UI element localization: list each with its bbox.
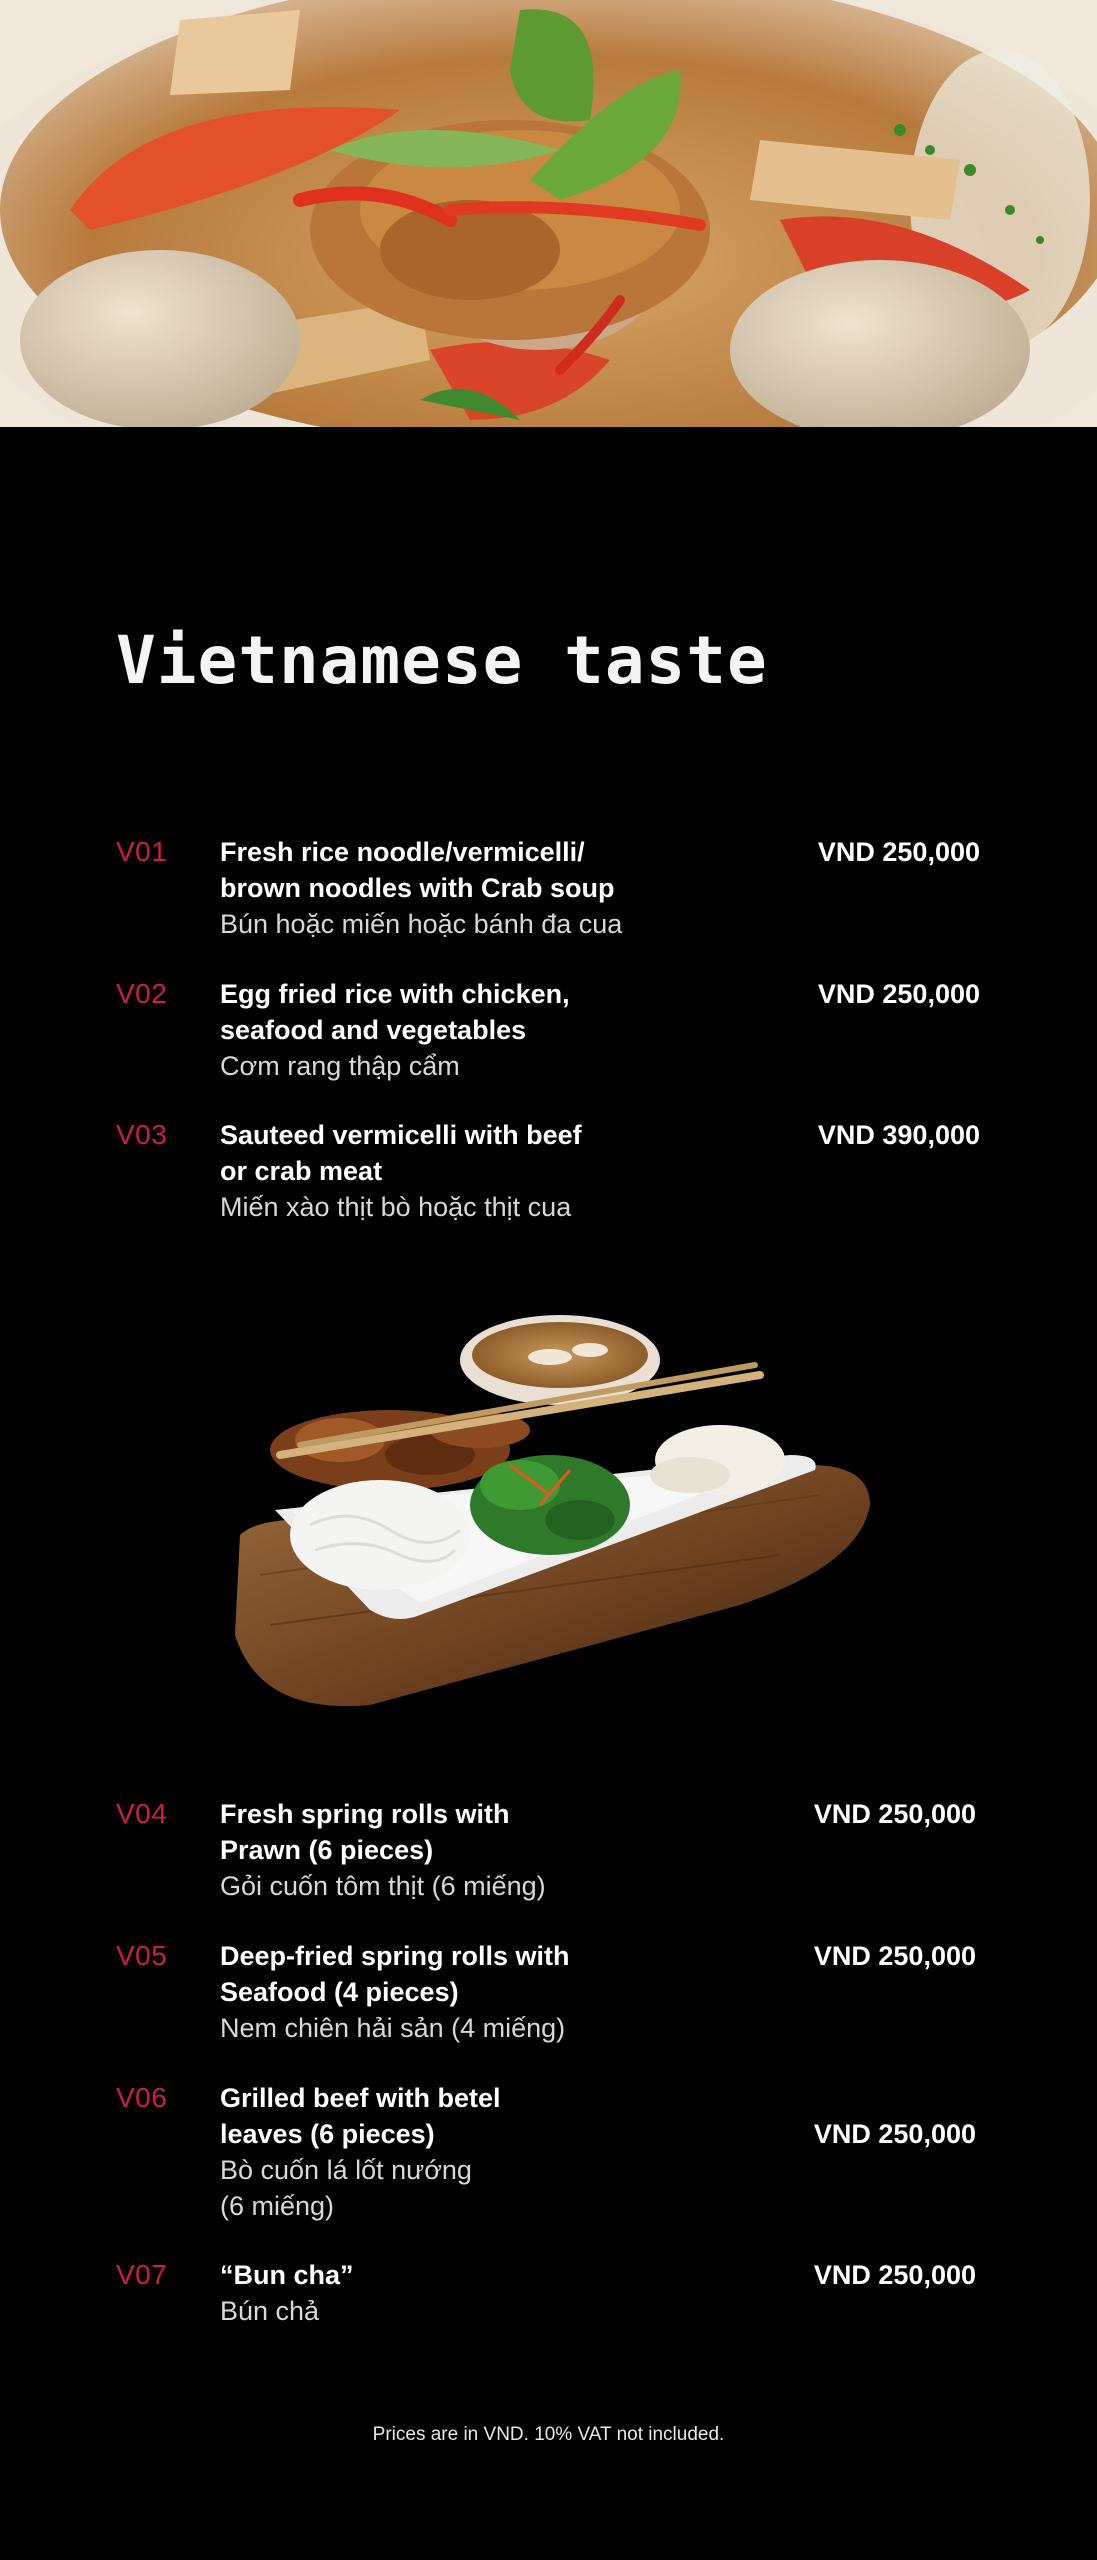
item-name-line: Fresh spring rolls with	[220, 1799, 510, 1829]
item-name	[220, 976, 700, 1048]
item-name-line: brown noodles with Crab soup	[220, 873, 615, 903]
item-price: VND 390,000	[817, 1120, 980, 1150]
item-vietnamese-name	[220, 2010, 700, 2046]
item-code: V06	[116, 2082, 168, 2113]
item-viet-line: Cơm rang thập cẩm	[220, 1051, 460, 1081]
price-footnote: Prices are in VND. 10% VAT not included.	[372, 2424, 725, 2445]
hero-soup-photo	[0, 0, 1097, 427]
item-name	[220, 1796, 700, 1868]
item-price: VND 250,000	[817, 979, 980, 1009]
item-viet-line: Bún chả	[220, 2296, 320, 2326]
bun-cha-dish-photo	[220, 1305, 880, 1715]
item-name-line: seafood and vegetables	[220, 1015, 527, 1045]
item-vietnamese-name	[220, 2293, 700, 2329]
item-price: VND 250,000	[813, 2260, 976, 2290]
item-name-line: Prawn (6 pieces)	[220, 1835, 434, 1865]
item-code: V02	[116, 978, 168, 1009]
item-viet-line: Gỏi cuốn tôm thịt (6 miếng)	[220, 1871, 546, 1901]
item-viet-line: (6 miếng)	[220, 2191, 335, 2221]
item-code: V03	[116, 1119, 168, 1150]
item-name-line: leaves (6 pieces)	[220, 2119, 435, 2149]
item-name-line: “Bun cha”	[220, 2260, 354, 2290]
item-name	[220, 2257, 700, 2293]
item-viet-line: Bò cuốn lá lốt nướng	[220, 2155, 472, 2185]
item-name-line: or crab meat	[220, 1156, 383, 1186]
item-code: V04	[116, 1798, 168, 1829]
item-vietnamese-name	[220, 906, 700, 942]
item-code: V01	[116, 836, 168, 867]
item-code: V05	[116, 1940, 168, 1971]
item-viet-line: Miến xào thịt bò hoặc thịt cua	[220, 1192, 572, 1222]
item-price: VND 250,000	[813, 1941, 976, 1971]
item-price: VND 250,000	[813, 1799, 976, 1829]
item-vietnamese-name	[220, 1048, 700, 1084]
item-vietnamese-name	[220, 1868, 700, 1904]
item-name	[220, 2080, 700, 2152]
item-name-line: Sauteed vermicelli with beef	[220, 1120, 582, 1150]
item-name	[220, 834, 700, 906]
item-name	[220, 1938, 700, 2010]
item-code: V07	[116, 2259, 168, 2290]
item-name-line: Seafood (4 pieces)	[220, 1977, 459, 2007]
item-name	[220, 1117, 700, 1189]
item-vietnamese-name	[220, 2152, 700, 2224]
item-price: VND 250,000	[817, 837, 980, 867]
menu-title: Vietnamese taste	[116, 622, 768, 699]
item-name-line: Deep-fried spring rolls with	[220, 1941, 570, 1971]
item-viet-line: Bún hoặc miến hoặc bánh đa cua	[220, 909, 623, 939]
item-name-line: Fresh rice noodle/vermicelli/	[220, 837, 585, 867]
item-vietnamese-name	[220, 1189, 700, 1225]
item-price: VND 250,000	[813, 2119, 976, 2149]
item-viet-line: Nem chiên hải sản (4 miếng)	[220, 2013, 566, 2043]
item-name-line: Egg fried rice with chicken,	[220, 979, 570, 1009]
item-name-line: Grilled beef with betel	[220, 2083, 501, 2113]
